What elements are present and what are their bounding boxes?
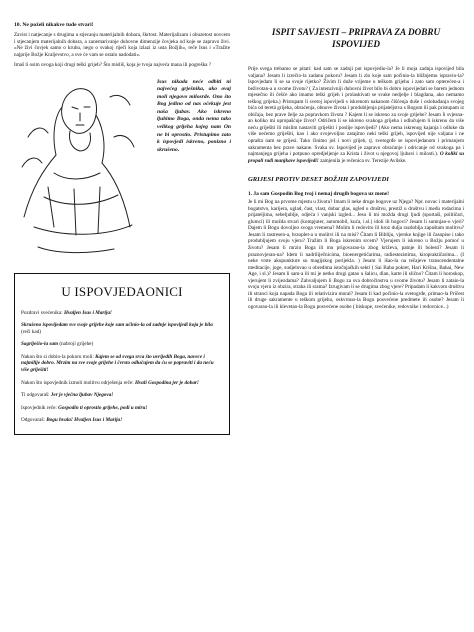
commandments-heading: GRIJESI PROTIV DESET BOŽJIH ZAPOVIJEDI: [248, 176, 389, 184]
box-line: Nakon što ispovjednik izmoli molitvu odrješenja reče: Hvali Gospodina jer je dobar!: [21, 379, 199, 386]
box-line: Nakon što si dobio-la pokoru moli: Kajem se od svega srca što uvrijedih Boga, navece i najmilije dobro. Mrzim na sve svoje grijehe i čvrsto odlučujem da ću se popraviti i da neću više griješiti!: [21, 353, 214, 374]
quote-text: Isus nikada neće odbiti ni najvećeg grješnika, ako ovaj moli njegovo milosrđe. Ono što Bog jedino od nas očekuje jest naša ljubav. Ako iskreno ljubimo Boga, onda nema tako velikog grijeha kojeg nam On ne bi oprostio. Pristupimo zato k ispovjedi iskreno, ponizno i skrušeno.: [157, 78, 231, 153]
jesus-sketch-illustration: [14, 77, 144, 263]
commandment-1-title: 1. Ja sam Gospodin Bog tvoj i nemaj drugih bogova uz mene!: [248, 191, 390, 198]
box-line: Skrušeno ispovijedam sve svoje grijehe koje sam učinio-la od zadnje ispovijedi koja je bila (reči kad): [21, 322, 213, 335]
box-line: Sagriješio-la sam (nabroji grijehe): [21, 341, 94, 348]
illustration-block: [14, 77, 230, 263]
paragraph-1: Zavist i natjecanje s drugima u stjecanju materijalnih dobara, škrtost. Materijalizam i obuzetost novcem i stjecanjem materijalnih dobara, a zanemarivanje duhovne dimenzije čovjeka od koje se zapravo živi. «Ne živi čovjek samo o kruhu, nego o svakoj riječi koja izlazi iz usta Božjih», reče Isus i «Tražite najprije Božje Kraljevstvo, a sve će vam se ostalo nadodati».: [14, 32, 230, 59]
page-title: ISPIT SAVJESTI – PRIPRAVA ZA DOBRU ISPOVIJED: [271, 27, 441, 49]
box-line: Odgovaraš: Bogu hvala! Hvaljen Isus i Marija!: [21, 417, 123, 424]
right-column: [248, 0, 464, 311]
commandment-1-text: Je li mi Bog na prvome mjestu u životu? Imam li neke druge bogove uz Njega? Npr. novac i materijalni bogatstvo, karijera, uglad, čast, vlast, dobar glas, ugled u društvu, prestiž u društvu i među rodacima i prijateljima, sebeljublje, odjeća i vanjski izgled... Jesu li mi možda drugi ljudi (sportaši, političari, glumci) ili možda stvari (kompjuter, automobil, kuća, i.sl.) idoli ili bogovi? Jesam li sumnjao-o vjeri? Dajem li Bogu dovoljno svoga vremena? Molim li redovito ili kroz dulja razdoblja zapuštam molitvu? Jesam li rastresen-a, brzoplet-a u molitvi ili na misi? Čitam li Bibliju, vjerske knjige ili časopise i tako produbljujem svoju vjeru? Tražim li Boga iskrenim srcem? Vjerujem li iskreno u Božju pomoć u životu? Jesam li mrzio Boga ili mu prigovarao-la zbog križeva, patnje ili bolesti? Jesam li praznovjeran-na? Idem li nadriliječnicima, bioenergetičarima, radiestezistima, kiropraktičarima... (I neke vrste akupunkture su magijskog porijekla. ) Jesam li išao-la na tečajeve transcendentalne meditacije, joge, sudjelovao u obredima istočnjačkih sekti ( Sai Baba pokret, Hari Krišna, Bahai, New Age, i sl.)? Jesam li sam-a ili mi je netko drugi gatao u šalicu, dlan, karte ili slično? Čitam li horoskop, vjerujem li zvijezdama? Zahvaljujem li Bogu za sva dobročinstva u svome životu? Jesam li zataio-la svoju vjeru iz obzira, straha ili srama? Izrugivam li se drugima zbog vjere? Pripadam li kakvom društvu ili stranci koja napada Boga ili relativizira moral? Jesam li kad počinio-la svetogrđe, primao-la Pričest ili druge sakramente u teškom grijehu, oskvrnuo-la Bogu posvećene predmete ili osobe? Jesam li ogovarao-la ili klevetao-la Bogu posvećene osobe ( biskupe, svećenike, redovnike i redovnice...): [248, 199, 464, 310]
section-title: 10. Ne poželi nikakve tuđe stvari!: [14, 22, 94, 28]
paragraph-2: Imaš li osim ovoga koji drugi teški grijeh? Što misliš, koja je tvoja najveća mana ili pogreška ?: [14, 61, 212, 68]
box-title: U ISPOVJEDAONICI: [61, 283, 183, 299]
intro-paragraph: Prije svega trebamo se pitati: kad sam se zadnji put ispovjedio-la? Je li moja zadnja ispovijed bila valjana? Jesam li izrečio-la zadanu pokoru? Jesam li zlo koje sam počinio-la bližnjemu ispravio-la? Ispovjedam li se sa svoje rijetko? Živim li duže vrijeme u teškom grijehu i zato sam opterećen-a i beživotan-a u svome životu? ( Za intenzivniji duhovni život bilo bi dobro ispovijedati se barem jednom mjesečno ili češće ako imamo teški grijeh i prolaskivati se svake nedjelje i blagdana, ako nemamo teškog grijeha.) Pristupam li svetoj ispovijedi s iskrenom nakanom čišćenja duše i oslobađanja svojeg bića od teretá grijeha, obraćenja, obnove života i produbljenja prijateljstva s Bogom ili pak pristupam iz običaja, bez prave želje za popravkom života ? Kajem li se iskreno za svoje grijehe? Jesam li svjesna-an koliko mi upropašćuje život? Odričem li se iskreno svakoga grijeha i odlučujem li iskreno da više neću griješiti ili mislim nastaviti griješiti i poslije ispovijedi? (Ako nema iskrenog kajanja i odluke da više nećemo griješiti, kao i ako svojevoljno zatajimo neki teški grijeh, ispovijed nije valjana i ne oprašta nam se grijesi. Tako činimo još i novi grijeh, tj. svetogrđe se ispovijedanom i primanjem sakramenta bez prave nakane. Svaka sv. Ispovijed je zapravo obraćanje i odricanje od svakoga pa i najmanjega grijeha i potpuno opredjeljenje za Krista i život u njegovoj ljubavi i milosti.). O koliki su propali radi manjkave ispovijedi! zamjenila je rečenica sv. Terezije Avilske.: [248, 66, 464, 164]
confession-box: [14, 273, 230, 436]
box-line: Ti odgovaraš: Jer je vječna ljubav Njegova!: [21, 392, 114, 399]
box-line: Pozdravi svećenika: Hvaljen Isus i Marija!: [21, 309, 112, 316]
box-line: Ispovjednik reče: Gospodin ti oprostio grijehe, pođi u miru!: [21, 404, 148, 411]
left-column: [14, 0, 230, 435]
